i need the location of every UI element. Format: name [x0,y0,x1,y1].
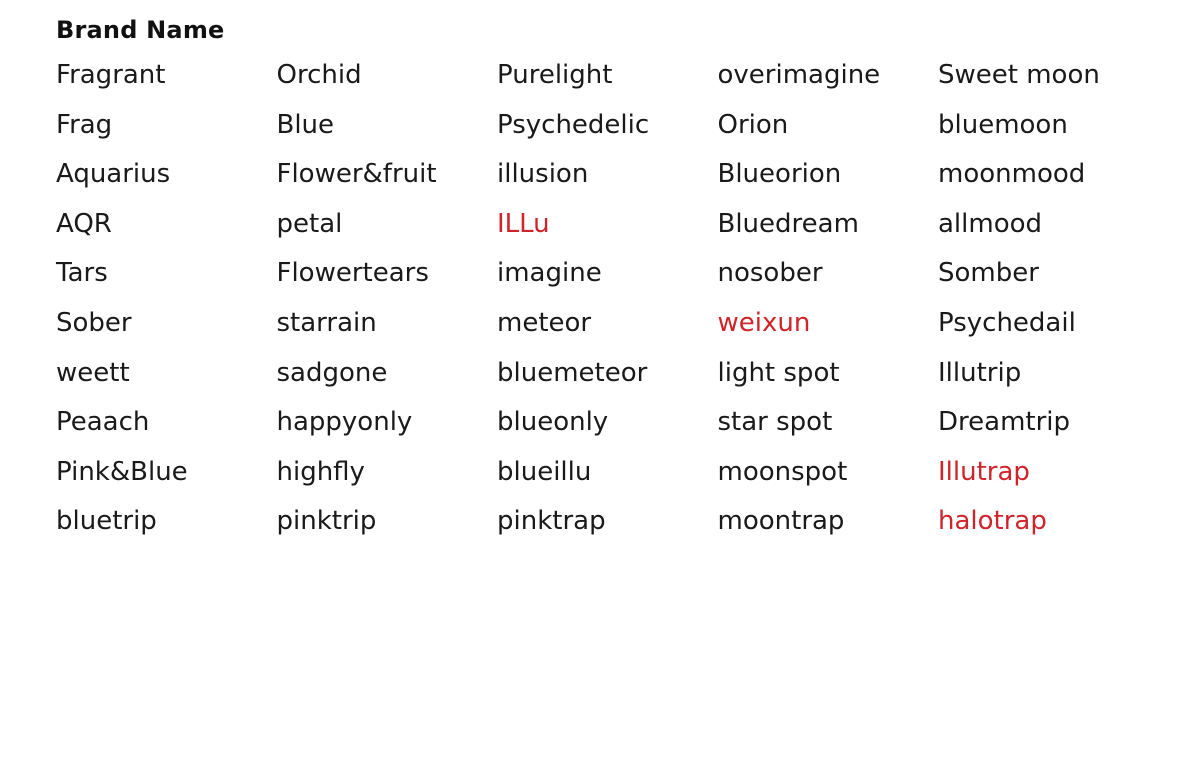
brand-name: Blueorion [717,159,842,190]
brand-name-grid [56,51,1186,547]
brand-name: Purelight [497,60,613,90]
brand-name-document [56,14,1186,547]
brand-name: bluemeteor [497,357,648,388]
brand-name: meteor [497,307,592,338]
brand-name: happyonly [276,407,413,438]
brand-name: Somber [938,258,1039,289]
brand-name: moontrap [717,506,845,537]
brand-name: moonspot [717,456,848,487]
brand-name-highlighted: weixun [717,307,811,338]
brand-name: Dreamtrip [938,407,1071,438]
brand-name: Orchid [276,60,362,90]
brand-name: bluetrip [56,506,157,537]
brand-name: light spot [717,357,840,388]
brand-name: allmood [938,208,1043,239]
brand-name-highlighted: halotrap [938,506,1047,537]
brand-name: Peaach [56,407,150,438]
brand-name: Aquarius [56,159,171,190]
brand-name: pinktrip [276,506,377,537]
brand-name: Bluedream [717,208,859,239]
brand-name: pinktrap [497,506,606,537]
brand-name: weett [56,357,130,388]
brand-name: Fragrant [56,60,166,90]
brand-name: Illutrip [938,357,1022,388]
brand-name: starrain [276,307,377,338]
brand-name: Sober [56,307,132,338]
brand-name-highlighted: ILLu [497,208,550,239]
brand-name: petal [276,208,343,239]
brand-name: nosober [717,258,823,289]
brand-name: Tars [56,258,108,289]
brand-name: Sweet moon [938,60,1100,90]
brand-name: Pink&Blue [56,456,188,487]
brand-name: overimagine [717,60,881,90]
brand-name: illusion [497,159,589,190]
brand-name: imagine [497,258,602,289]
brand-name: blueonly [497,407,609,438]
page-title: Brand Name [56,16,225,44]
brand-name: bluemoon [938,109,1068,140]
brand-name-highlighted: Illutrap [938,456,1030,487]
brand-name: AQR [56,208,112,239]
brand-name: Psychedelic [497,109,650,140]
brand-name: star spot [717,407,833,438]
brand-name: sadgone [276,357,388,388]
brand-name: blueillu [497,456,592,487]
brand-name: Flower&fruit [276,159,437,190]
brand-name: moonmood [938,159,1086,190]
brand-name: Frag [56,109,113,140]
brand-name: Orion [717,109,789,140]
brand-name: Blue [276,109,335,140]
brand-name: highfly [276,456,365,487]
brand-name: Psychedail [938,307,1076,338]
brand-name: Flowertears [276,258,429,289]
